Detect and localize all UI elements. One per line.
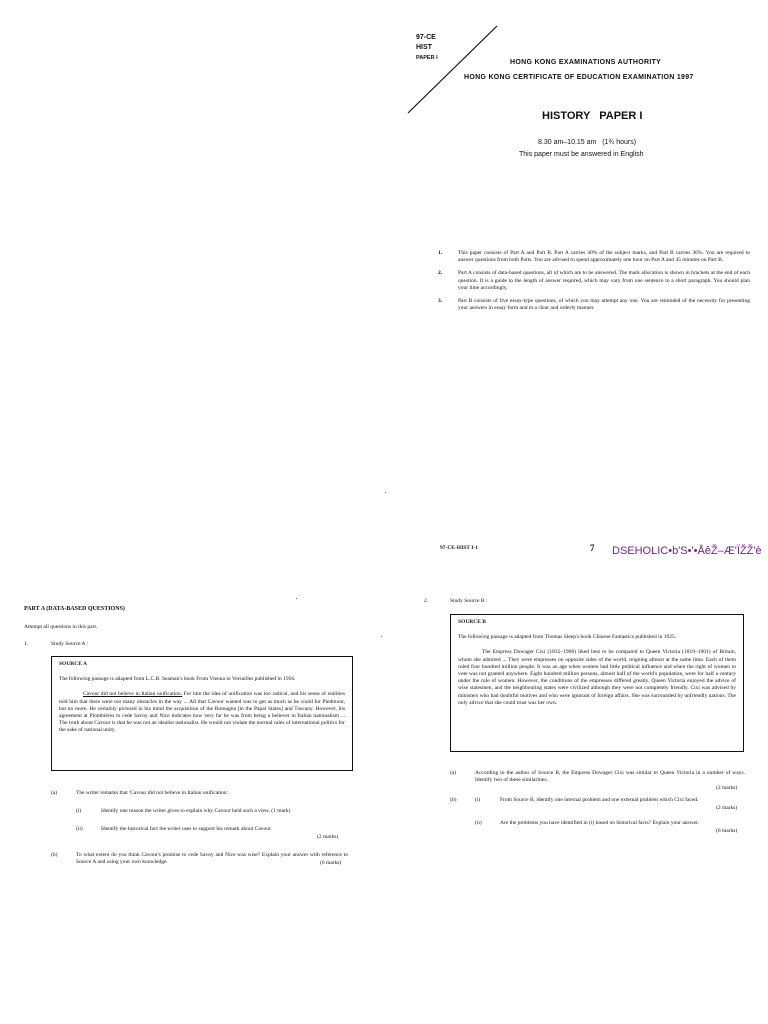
watermark-text: DSEHOLIC•b'S•'•ÅêŽ–Æ'ÏŽŽ'è [612, 545, 762, 557]
q1b-label: (b) [51, 852, 58, 858]
footer-code: 97-CE-HIST I-1 [440, 545, 478, 551]
instruction-number: 2. [438, 270, 443, 277]
source-b-box [450, 614, 744, 752]
page-number: 7 [590, 543, 595, 553]
attempt-instruction: Attempt all questions in this part. [24, 624, 98, 630]
q2b-ii-label: (ii) [475, 820, 482, 826]
source-b-body: The Empress Dowager Cixi (1835–1908) liked best to be compared to Queen Victoria (1819–1901) of Britain, whom she admired ... They were empresses on opposite sides of the world, reigning almost at the same time. Each of them ruled four hundred million people. It was an age when women had little political influence and when the right of women to vote was not granted anywhere. Eight hundred million persons, almost half of the world's population, were for half a century under the rule of women. However, the conditions of the empresses differed greatly. Queen Victoria enjoyed the advice of wise statesmen, and the neighbouring states were civilized although they were not completely friendly. Cixi was advised by ministers who had doubtful motives and who were ignorant of foreign affairs. She was surrounded by unfriendly nations. The only advice that she could trust was her own. [458, 649, 736, 706]
scan-speck [296, 598, 297, 599]
source-a-title: SOURCE A [59, 661, 87, 667]
source-b-title: SOURCE B [458, 619, 486, 625]
instruction-number: 3. [438, 298, 443, 305]
source-a-passage [59, 691, 345, 734]
q1a-text: The writer remarks that 'Cavour did not believe in Italian unification'. [76, 790, 230, 796]
paper-code-line: PAPER I [416, 55, 438, 61]
exam-authority: HONG KONG EXAMINATIONS AUTHORITY [510, 59, 662, 66]
q1a-i-label: (i) [76, 808, 82, 814]
instruction-text: Part A consists of data-based questions, all of which are to be answered. The mark allocation is shown in brackets at the end of each question. It is a guide to the length of answer required, which may vary from one sentence to a short paragraph. You should plan your time accordingly. [458, 270, 750, 291]
exam-name: HONG KONG CERTIFICATE OF EDUCATION EXAMINATION 1997 [464, 74, 694, 81]
instruction-item [438, 270, 750, 292]
source-a-intro: The following passage is adapted from L.C.B. Seaman's book From Vienna to Versailles published in 1956. [59, 676, 296, 683]
paper-title: HISTORY PAPER I [542, 110, 643, 122]
q1a-ii-marks: (2 marks) [317, 834, 339, 840]
question-2-number: 2. [424, 598, 429, 604]
paper-code-line: HIST [416, 44, 432, 51]
scan-speck [381, 636, 382, 637]
source-a-box [51, 656, 353, 771]
question-1-label: Study Source A : [51, 641, 89, 647]
q1a-ii-text: Identify the historical fact the writer uses to support his remark about Cavour. [101, 826, 272, 832]
exam-time: 8.30 am–10.15 am (1¾ hours) [538, 139, 637, 146]
q2a-marks: (2 marks) [716, 785, 738, 791]
instruction-text: This paper consists of Part A and Part B. Part A carries 40% of the subject marks, and Part B carries 30%. You are required to answer questions from both Parts. You are advised to spend approximately one hour on Part A and 45 minutes on Part B. [458, 250, 750, 264]
source-a-lead: Cavour did not believe in Italian unification. [83, 691, 183, 698]
instruction-text: Part B consists of five essay-type questions, of which you may attempt any one. You are reminded of the necessity for presenting your answers in essay form and in a clear and orderly manner. [458, 298, 750, 312]
part-a-heading: PART A (DATA-BASED QUESTIONS) [24, 606, 125, 612]
q1b-text: To what extent do you think Cavour's promise to cede Savoy and Nice was wise? Explain your answer with reference to Source A and using your own knowledge. [76, 852, 348, 866]
instruction-item [438, 250, 750, 264]
language-note: This paper must be answered in English [519, 151, 644, 158]
q2a-label: (a) [450, 770, 457, 776]
q2b-ii-marks: (6 marks) [716, 828, 738, 834]
question-2-label: Study Source B : [450, 598, 488, 604]
q2b-label: (b) [450, 797, 457, 803]
source-a-body: For him the idea of unification was too radical, and his sense of realities told him that there were too many obstacles in the way ... All that Cavour wanted was to get as much as he could for Piedmont, but no more. He certainly pictured in his mind the acquisition of the Romagna [in the Papal States] and Tuscany. However, his agreement at Plombières to cede Savoy and Nice indicates how very far he was from being a believer in Italian nationalism ... The truth about Cavour is that he was not an idealist nationalist. He would not violate the normal rules of international politics for the sake of national unity. [59, 691, 346, 734]
q2b-i-text: From Source B, identify one internal problem and one external problem which Cixi faced. [500, 797, 699, 803]
q2b-i-marks: (2 marks) [716, 805, 738, 811]
q1a-label: (a) [51, 790, 58, 796]
paper-code-line: 97-CE [416, 34, 436, 41]
instruction-item [438, 298, 750, 312]
source-b-intro: The following passage is adapted from Thomas Sleep's book Chinese Fantastics published in 1925. [458, 634, 677, 641]
q2a-text: According to the author of Source B, the Empress Dowager Cixi was similar to Queen Victoria in a number of ways. Identify two of these similarities. [475, 770, 745, 784]
instruction-number: 1. [438, 250, 443, 256]
question-1-number: 1. [24, 641, 29, 647]
q1a-i-text: Identify one reason the writer gives to explain why Cavour held such a view. (1 mark) [101, 808, 291, 814]
q2b-ii-text: Are the problems you have identified in (i) based on historical facts? Explain your answer. [500, 820, 700, 826]
q1a-ii-label: (ii) [76, 826, 83, 832]
q1b-marks: (6 marks) [320, 860, 342, 866]
instructions-list [438, 250, 750, 312]
scan-speck [385, 492, 386, 493]
diagonal-slash [405, 24, 500, 116]
q2b-i-label: (i) [475, 797, 481, 803]
diagonal-line [408, 26, 497, 113]
